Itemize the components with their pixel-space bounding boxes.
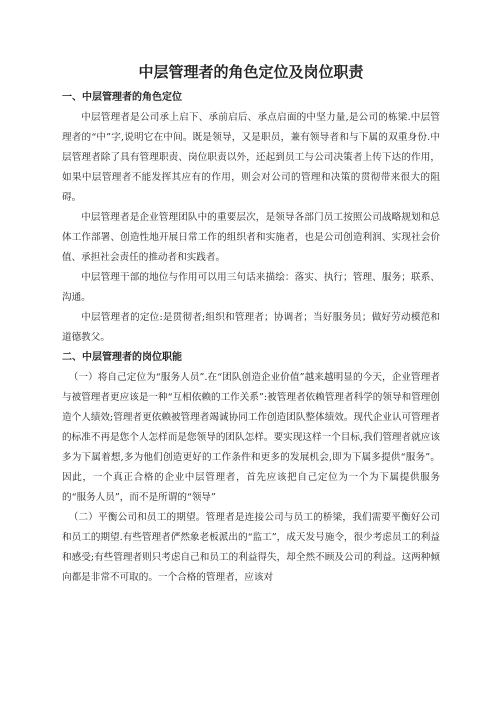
paragraph: 中层管理者是公司承上启下、承前启后、承点启面的中坚力量,是公司的栋梁.中层管理者的“中”字,说明它在中间。既是领导，又是职员，兼有领导者和与下属的双重身份.中层管理者除了具有管理职责、岗位职责以外，还起到员工与公司决策者上传下达的作用，如果中层管理者不能发挥其应有的作用，则会对公司的管理和决策的贯彻带来很大的阻碍。 bbox=[62, 112, 440, 203]
section-role-positioning bbox=[62, 88, 440, 348]
document-title: 中层管理者的角色定位及岗位职责 bbox=[138, 63, 364, 81]
paragraph: 中层管理者是企业管理团队中的重要层次，是领导各部门员工按照公司战略规划和总体工作部署、创造性地开展日常工作的组织者和实施者，也是公司创造利润、实现社会价值、承担社会责任的推动者和实践者。 bbox=[62, 212, 440, 263]
section-job-functions bbox=[62, 348, 440, 588]
paragraph: 中层管理干部的地位与作用可以用三句话来描绘：落实、执行；管理、服务；联系、沟通。 bbox=[62, 272, 440, 303]
section-heading: 二、中层管理者的岗位职能 bbox=[62, 352, 182, 363]
paragraph: （二）平衡公司和员工的期望。管理者是连接公司与员工的桥梁，我们需要平衡好公司和员工的期望.有些管理者俨然象老板派出的“监工”，成天发号施令，很少考虑员工的利益和感受;有些管理者则只考虑自己和员工的利益得失，却全然不顾及公司的利益。这两种倾向都是非常不可取的。一个合格的管理者，应该对 bbox=[62, 512, 440, 583]
paragraph: （一）将自己定位为“服务人员”.在“团队创造企业价值”越来越明显的今天，企业管理者与被管理者更应该是一种“互相依赖的工作关系”:被管理者依赖管理者科学的领导和管理创造个人绩效;管理者更依赖被管理者竭诚协同工作创造团队整体绩效。现代企业认可管理者的标准不再是您个人怎样而是您领导的团队怎样。要实现这样一个目标,我们管理者就应该多为下属着想,多为他们创造更好的工作条件和更多的发展机会,即为下属多提供“服务”。因此，一个真正合格的企业中层管理者，首先应该把自己定位为一个为下属提供服务的“服务人员”，而不是所谓的“领导” bbox=[62, 372, 440, 503]
section-heading: 一、中层管理者的角色定位 bbox=[62, 92, 182, 103]
paragraph: 中层管理者的定位:是贯彻者;组织和管理者；协调者；当好服务员；做好劳动模范和道德教父。 bbox=[62, 312, 440, 343]
